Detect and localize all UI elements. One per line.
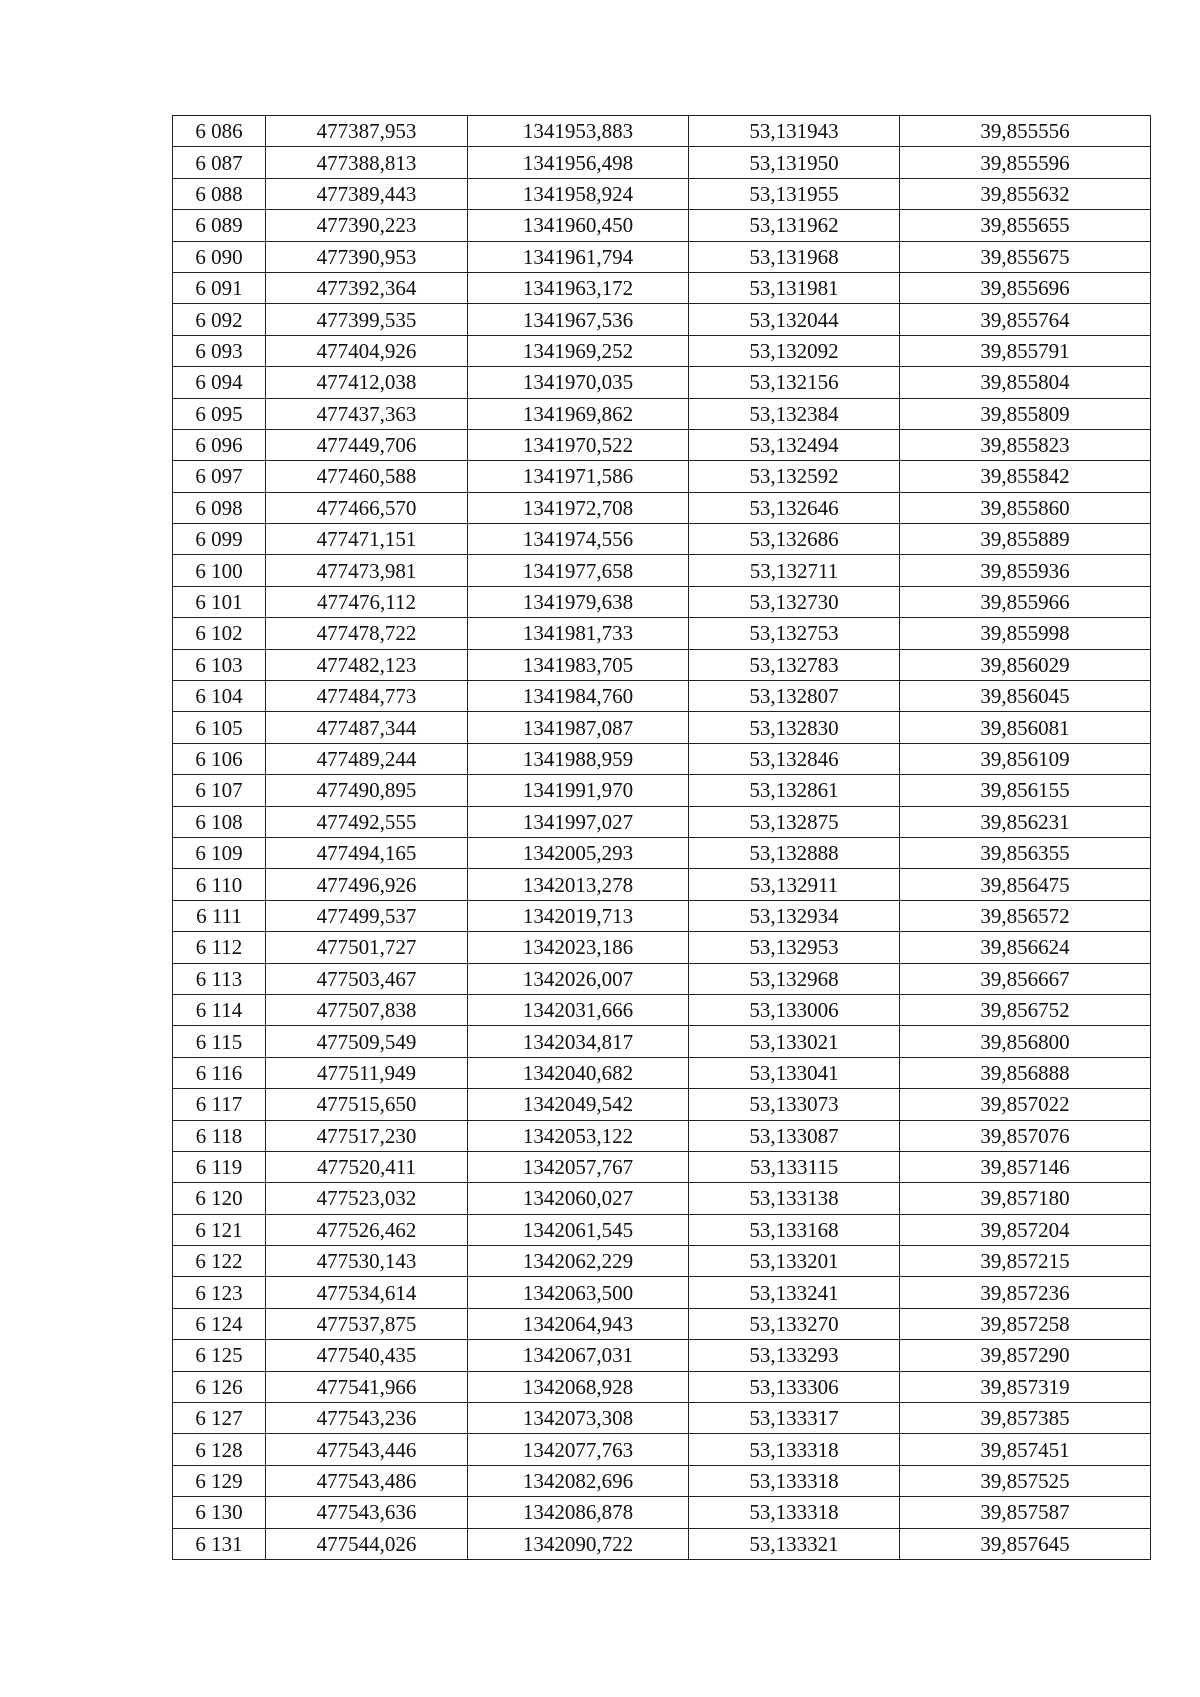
x-coordinate-cell: 477476,112: [266, 586, 468, 617]
point-number-cell: 6 122: [173, 1246, 266, 1277]
table-row: [173, 1151, 1151, 1182]
point-number-cell: 6 087: [173, 147, 266, 178]
longitude-cell: 39,855966: [900, 586, 1151, 617]
y-coordinate-cell: 1342031,666: [468, 994, 689, 1025]
table-row: [173, 869, 1151, 900]
point-number-cell: 6 103: [173, 649, 266, 680]
latitude-cell: 53,133201: [689, 1246, 900, 1277]
longitude-cell: 39,857146: [900, 1151, 1151, 1182]
y-coordinate-cell: 1342026,007: [468, 963, 689, 994]
longitude-cell: 39,855791: [900, 335, 1151, 366]
x-coordinate-cell: 477543,486: [266, 1465, 468, 1496]
latitude-cell: 53,133138: [689, 1183, 900, 1214]
table-row: [173, 1183, 1151, 1214]
table-row: [173, 900, 1151, 931]
y-coordinate-cell: 1342040,682: [468, 1057, 689, 1088]
latitude-cell: 53,133270: [689, 1308, 900, 1339]
table-row: [173, 1246, 1151, 1277]
table-row: [173, 1528, 1151, 1559]
y-coordinate-cell: 1342090,722: [468, 1528, 689, 1559]
x-coordinate-cell: 477449,706: [266, 429, 468, 460]
point-number-cell: 6 109: [173, 837, 266, 868]
y-coordinate-cell: 1342049,542: [468, 1089, 689, 1120]
longitude-cell: 39,855632: [900, 178, 1151, 209]
x-coordinate-cell: 477541,966: [266, 1371, 468, 1402]
y-coordinate-cell: 1342073,308: [468, 1403, 689, 1434]
y-coordinate-cell: 1342034,817: [468, 1026, 689, 1057]
latitude-cell: 53,132730: [689, 586, 900, 617]
point-number-cell: 6 105: [173, 712, 266, 743]
x-coordinate-cell: 477471,151: [266, 524, 468, 555]
coordinates-table: [172, 115, 1151, 1560]
longitude-cell: 39,856624: [900, 932, 1151, 963]
point-number-cell: 6 117: [173, 1089, 266, 1120]
y-coordinate-cell: 1341972,708: [468, 492, 689, 523]
latitude-cell: 53,132384: [689, 398, 900, 429]
table-row: [173, 429, 1151, 460]
point-number-cell: 6 089: [173, 210, 266, 241]
point-number-cell: 6 114: [173, 994, 266, 1025]
latitude-cell: 53,133115: [689, 1151, 900, 1182]
point-number-cell: 6 100: [173, 555, 266, 586]
x-coordinate-cell: 477460,588: [266, 461, 468, 492]
latitude-cell: 53,132092: [689, 335, 900, 366]
longitude-cell: 39,856355: [900, 837, 1151, 868]
point-number-cell: 6 131: [173, 1528, 266, 1559]
y-coordinate-cell: 1342060,027: [468, 1183, 689, 1214]
table-row: [173, 837, 1151, 868]
point-number-cell: 6 113: [173, 963, 266, 994]
table-row: [173, 304, 1151, 335]
x-coordinate-cell: 477484,773: [266, 681, 468, 712]
longitude-cell: 39,856667: [900, 963, 1151, 994]
latitude-cell: 53,133306: [689, 1371, 900, 1402]
x-coordinate-cell: 477390,953: [266, 241, 468, 272]
longitude-cell: 39,855655: [900, 210, 1151, 241]
x-coordinate-cell: 477388,813: [266, 147, 468, 178]
point-number-cell: 6 097: [173, 461, 266, 492]
table-row: [173, 1120, 1151, 1151]
x-coordinate-cell: 477466,570: [266, 492, 468, 523]
x-coordinate-cell: 477543,236: [266, 1403, 468, 1434]
x-coordinate-cell: 477389,443: [266, 178, 468, 209]
point-number-cell: 6 091: [173, 272, 266, 303]
y-coordinate-cell: 1342062,229: [468, 1246, 689, 1277]
table-row: [173, 712, 1151, 743]
x-coordinate-cell: 477503,467: [266, 963, 468, 994]
longitude-cell: 39,856029: [900, 649, 1151, 680]
latitude-cell: 53,132783: [689, 649, 900, 680]
y-coordinate-cell: 1342068,928: [468, 1371, 689, 1402]
y-coordinate-cell: 1341991,970: [468, 775, 689, 806]
latitude-cell: 53,132888: [689, 837, 900, 868]
point-number-cell: 6 126: [173, 1371, 266, 1402]
table-row: [173, 963, 1151, 994]
latitude-cell: 53,133041: [689, 1057, 900, 1088]
point-number-cell: 6 101: [173, 586, 266, 617]
latitude-cell: 53,132861: [689, 775, 900, 806]
longitude-cell: 39,855889: [900, 524, 1151, 555]
latitude-cell: 53,132875: [689, 806, 900, 837]
longitude-cell: 39,857215: [900, 1246, 1151, 1277]
latitude-cell: 53,133318: [689, 1465, 900, 1496]
y-coordinate-cell: 1341956,498: [468, 147, 689, 178]
table-row: [173, 461, 1151, 492]
table-row: [173, 555, 1151, 586]
y-coordinate-cell: 1341988,959: [468, 743, 689, 774]
y-coordinate-cell: 1342063,500: [468, 1277, 689, 1308]
point-number-cell: 6 090: [173, 241, 266, 272]
point-number-cell: 6 120: [173, 1183, 266, 1214]
latitude-cell: 53,132830: [689, 712, 900, 743]
x-coordinate-cell: 477482,123: [266, 649, 468, 680]
point-number-cell: 6 112: [173, 932, 266, 963]
point-number-cell: 6 102: [173, 618, 266, 649]
y-coordinate-cell: 1342053,122: [468, 1120, 689, 1151]
table-row: [173, 492, 1151, 523]
latitude-cell: 53,133241: [689, 1277, 900, 1308]
latitude-cell: 53,131962: [689, 210, 900, 241]
table-row: [173, 335, 1151, 366]
longitude-cell: 39,857076: [900, 1120, 1151, 1151]
longitude-cell: 39,855936: [900, 555, 1151, 586]
x-coordinate-cell: 477501,727: [266, 932, 468, 963]
y-coordinate-cell: 1342064,943: [468, 1308, 689, 1339]
y-coordinate-cell: 1341967,536: [468, 304, 689, 335]
x-coordinate-cell: 477517,230: [266, 1120, 468, 1151]
longitude-cell: 39,857204: [900, 1214, 1151, 1245]
y-coordinate-cell: 1342067,031: [468, 1340, 689, 1371]
longitude-cell: 39,856888: [900, 1057, 1151, 1088]
point-number-cell: 6 093: [173, 335, 266, 366]
table-row: [173, 1465, 1151, 1496]
latitude-cell: 53,132968: [689, 963, 900, 994]
y-coordinate-cell: 1342013,278: [468, 869, 689, 900]
x-coordinate-cell: 477490,895: [266, 775, 468, 806]
point-number-cell: 6 128: [173, 1434, 266, 1465]
longitude-cell: 39,855556: [900, 116, 1151, 147]
x-coordinate-cell: 477478,722: [266, 618, 468, 649]
longitude-cell: 39,857385: [900, 1403, 1151, 1434]
point-number-cell: 6 116: [173, 1057, 266, 1088]
y-coordinate-cell: 1342082,696: [468, 1465, 689, 1496]
longitude-cell: 39,857587: [900, 1497, 1151, 1528]
x-coordinate-cell: 477392,364: [266, 272, 468, 303]
y-coordinate-cell: 1341997,027: [468, 806, 689, 837]
x-coordinate-cell: 477526,462: [266, 1214, 468, 1245]
x-coordinate-cell: 477543,446: [266, 1434, 468, 1465]
latitude-cell: 53,133021: [689, 1026, 900, 1057]
x-coordinate-cell: 477390,223: [266, 210, 468, 241]
table-row: [173, 210, 1151, 241]
x-coordinate-cell: 477437,363: [266, 398, 468, 429]
latitude-cell: 53,132686: [689, 524, 900, 555]
latitude-cell: 53,132044: [689, 304, 900, 335]
table-row: [173, 1434, 1151, 1465]
latitude-cell: 53,132646: [689, 492, 900, 523]
latitude-cell: 53,132156: [689, 367, 900, 398]
point-number-cell: 6 124: [173, 1308, 266, 1339]
y-coordinate-cell: 1341953,883: [468, 116, 689, 147]
latitude-cell: 53,132953: [689, 932, 900, 963]
y-coordinate-cell: 1341984,760: [468, 681, 689, 712]
table-row: [173, 806, 1151, 837]
y-coordinate-cell: 1342005,293: [468, 837, 689, 868]
point-number-cell: 6 123: [173, 1277, 266, 1308]
point-number-cell: 6 118: [173, 1120, 266, 1151]
y-coordinate-cell: 1341971,586: [468, 461, 689, 492]
x-coordinate-cell: 477487,344: [266, 712, 468, 743]
y-coordinate-cell: 1341983,705: [468, 649, 689, 680]
table-row: [173, 147, 1151, 178]
latitude-cell: 53,132911: [689, 869, 900, 900]
latitude-cell: 53,133317: [689, 1403, 900, 1434]
point-number-cell: 6 094: [173, 367, 266, 398]
x-coordinate-cell: 477404,926: [266, 335, 468, 366]
x-coordinate-cell: 477507,838: [266, 994, 468, 1025]
table-row: [173, 994, 1151, 1025]
table-row: [173, 932, 1151, 963]
x-coordinate-cell: 477523,032: [266, 1183, 468, 1214]
table-row: [173, 1340, 1151, 1371]
x-coordinate-cell: 477387,953: [266, 116, 468, 147]
x-coordinate-cell: 477494,165: [266, 837, 468, 868]
longitude-cell: 39,856475: [900, 869, 1151, 900]
latitude-cell: 53,133168: [689, 1214, 900, 1245]
point-number-cell: 6 098: [173, 492, 266, 523]
longitude-cell: 39,855696: [900, 272, 1151, 303]
point-number-cell: 6 092: [173, 304, 266, 335]
point-number-cell: 6 111: [173, 900, 266, 931]
x-coordinate-cell: 477509,549: [266, 1026, 468, 1057]
table-row: [173, 116, 1151, 147]
point-number-cell: 6 121: [173, 1214, 266, 1245]
table-row: [173, 775, 1151, 806]
longitude-cell: 39,856800: [900, 1026, 1151, 1057]
longitude-cell: 39,855675: [900, 241, 1151, 272]
longitude-cell: 39,856752: [900, 994, 1151, 1025]
table-row: [173, 1026, 1151, 1057]
longitude-cell: 39,857180: [900, 1183, 1151, 1214]
coordinates-table-body: [173, 116, 1151, 1560]
y-coordinate-cell: 1342061,545: [468, 1214, 689, 1245]
table-row: [173, 586, 1151, 617]
y-coordinate-cell: 1341970,035: [468, 367, 689, 398]
point-number-cell: 6 107: [173, 775, 266, 806]
latitude-cell: 53,132934: [689, 900, 900, 931]
table-row: [173, 1214, 1151, 1245]
point-number-cell: 6 096: [173, 429, 266, 460]
x-coordinate-cell: 477515,650: [266, 1089, 468, 1120]
x-coordinate-cell: 477530,143: [266, 1246, 468, 1277]
point-number-cell: 6 127: [173, 1403, 266, 1434]
x-coordinate-cell: 477473,981: [266, 555, 468, 586]
table-row: [173, 241, 1151, 272]
table-row: [173, 1089, 1151, 1120]
x-coordinate-cell: 477399,535: [266, 304, 468, 335]
longitude-cell: 39,855842: [900, 461, 1151, 492]
point-number-cell: 6 086: [173, 116, 266, 147]
longitude-cell: 39,857525: [900, 1465, 1151, 1496]
y-coordinate-cell: 1341961,794: [468, 241, 689, 272]
point-number-cell: 6 088: [173, 178, 266, 209]
latitude-cell: 53,132846: [689, 743, 900, 774]
point-number-cell: 6 110: [173, 869, 266, 900]
longitude-cell: 39,856155: [900, 775, 1151, 806]
longitude-cell: 39,856572: [900, 900, 1151, 931]
point-number-cell: 6 115: [173, 1026, 266, 1057]
longitude-cell: 39,856231: [900, 806, 1151, 837]
y-coordinate-cell: 1342057,767: [468, 1151, 689, 1182]
latitude-cell: 53,132753: [689, 618, 900, 649]
y-coordinate-cell: 1341981,733: [468, 618, 689, 649]
y-coordinate-cell: 1341987,087: [468, 712, 689, 743]
latitude-cell: 53,132711: [689, 555, 900, 586]
table-row: [173, 649, 1151, 680]
longitude-cell: 39,856045: [900, 681, 1151, 712]
latitude-cell: 53,131981: [689, 272, 900, 303]
point-number-cell: 6 130: [173, 1497, 266, 1528]
latitude-cell: 53,131955: [689, 178, 900, 209]
y-coordinate-cell: 1342086,878: [468, 1497, 689, 1528]
longitude-cell: 39,857022: [900, 1089, 1151, 1120]
y-coordinate-cell: 1341977,658: [468, 555, 689, 586]
longitude-cell: 39,857451: [900, 1434, 1151, 1465]
longitude-cell: 39,857236: [900, 1277, 1151, 1308]
table-row: [173, 1277, 1151, 1308]
y-coordinate-cell: 1341958,924: [468, 178, 689, 209]
longitude-cell: 39,857290: [900, 1340, 1151, 1371]
x-coordinate-cell: 477544,026: [266, 1528, 468, 1559]
longitude-cell: 39,855823: [900, 429, 1151, 460]
table-row: [173, 1497, 1151, 1528]
latitude-cell: 53,131968: [689, 241, 900, 272]
y-coordinate-cell: 1341969,252: [468, 335, 689, 366]
x-coordinate-cell: 477499,537: [266, 900, 468, 931]
point-number-cell: 6 108: [173, 806, 266, 837]
point-number-cell: 6 104: [173, 681, 266, 712]
longitude-cell: 39,857258: [900, 1308, 1151, 1339]
table-row: [173, 178, 1151, 209]
latitude-cell: 53,133318: [689, 1497, 900, 1528]
latitude-cell: 53,133318: [689, 1434, 900, 1465]
table-row: [173, 743, 1151, 774]
longitude-cell: 39,855596: [900, 147, 1151, 178]
table-row: [173, 272, 1151, 303]
longitude-cell: 39,855860: [900, 492, 1151, 523]
table-row: [173, 367, 1151, 398]
point-number-cell: 6 125: [173, 1340, 266, 1371]
x-coordinate-cell: 477489,244: [266, 743, 468, 774]
y-coordinate-cell: 1341969,862: [468, 398, 689, 429]
latitude-cell: 53,132807: [689, 681, 900, 712]
y-coordinate-cell: 1341970,522: [468, 429, 689, 460]
longitude-cell: 39,855998: [900, 618, 1151, 649]
y-coordinate-cell: 1341960,450: [468, 210, 689, 241]
latitude-cell: 53,133293: [689, 1340, 900, 1371]
y-coordinate-cell: 1341963,172: [468, 272, 689, 303]
y-coordinate-cell: 1342077,763: [468, 1434, 689, 1465]
x-coordinate-cell: 477537,875: [266, 1308, 468, 1339]
latitude-cell: 53,132592: [689, 461, 900, 492]
longitude-cell: 39,857319: [900, 1371, 1151, 1402]
table-row: [173, 618, 1151, 649]
latitude-cell: 53,132494: [689, 429, 900, 460]
point-number-cell: 6 099: [173, 524, 266, 555]
point-number-cell: 6 119: [173, 1151, 266, 1182]
y-coordinate-cell: 1341974,556: [468, 524, 689, 555]
latitude-cell: 53,133087: [689, 1120, 900, 1151]
y-coordinate-cell: 1341979,638: [468, 586, 689, 617]
point-number-cell: 6 095: [173, 398, 266, 429]
table-row: [173, 524, 1151, 555]
x-coordinate-cell: 477511,949: [266, 1057, 468, 1088]
point-number-cell: 6 106: [173, 743, 266, 774]
table-row: [173, 681, 1151, 712]
latitude-cell: 53,131943: [689, 116, 900, 147]
latitude-cell: 53,133073: [689, 1089, 900, 1120]
x-coordinate-cell: 477492,555: [266, 806, 468, 837]
latitude-cell: 53,133006: [689, 994, 900, 1025]
y-coordinate-cell: 1342019,713: [468, 900, 689, 931]
x-coordinate-cell: 477496,926: [266, 869, 468, 900]
longitude-cell: 39,855804: [900, 367, 1151, 398]
table-row: [173, 1308, 1151, 1339]
longitude-cell: 39,857645: [900, 1528, 1151, 1559]
y-coordinate-cell: 1342023,186: [468, 932, 689, 963]
longitude-cell: 39,856109: [900, 743, 1151, 774]
longitude-cell: 39,855809: [900, 398, 1151, 429]
table-row: [173, 1403, 1151, 1434]
x-coordinate-cell: 477520,411: [266, 1151, 468, 1182]
x-coordinate-cell: 477412,038: [266, 367, 468, 398]
x-coordinate-cell: 477534,614: [266, 1277, 468, 1308]
longitude-cell: 39,855764: [900, 304, 1151, 335]
latitude-cell: 53,133321: [689, 1528, 900, 1559]
table-row: [173, 1057, 1151, 1088]
x-coordinate-cell: 477543,636: [266, 1497, 468, 1528]
point-number-cell: 6 129: [173, 1465, 266, 1496]
longitude-cell: 39,856081: [900, 712, 1151, 743]
table-row: [173, 1371, 1151, 1402]
x-coordinate-cell: 477540,435: [266, 1340, 468, 1371]
table-row: [173, 398, 1151, 429]
latitude-cell: 53,131950: [689, 147, 900, 178]
